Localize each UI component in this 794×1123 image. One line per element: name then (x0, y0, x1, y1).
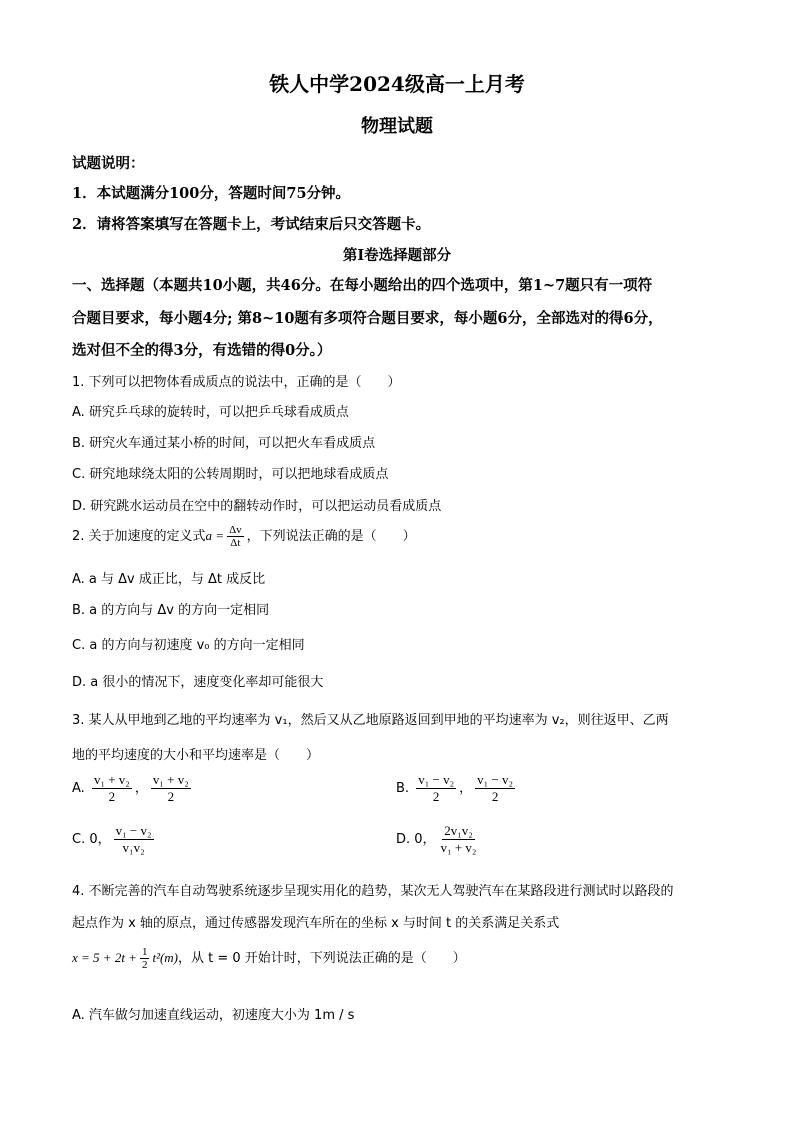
q3-option-d-label: D. 0， (396, 832, 436, 847)
q4-formula-lhs: x = 5 + 2t + (72, 950, 137, 965)
q3-stem-line-1: 3. 某人从甲地到乙地的平均速率为 v₁，然后又从乙地原路返回到甲地的平均速率为 v₂，则往返甲、乙两 (72, 713, 669, 728)
q2-option-d: D. a 很小的情况下，速度变化率却可能很大 (72, 675, 324, 690)
q3-option-a-f1-num: v₁ + v₂ (93, 772, 130, 787)
q3-option-d-fraction (439, 823, 479, 856)
q3-option-b-f1-den: 2 (432, 789, 440, 804)
subject-title: 物理试题 (361, 116, 433, 137)
q3-option-c-den: v₁v₂ (122, 840, 145, 855)
q3-option-d (396, 823, 481, 856)
q3-option-c (72, 823, 157, 856)
section-intro-line-1: 一、选择题（本题共10小题，共46分。在每小题给出的四个选项中，第1~7题只有一项符 (72, 277, 653, 294)
section-title: 第Ⅰ卷选择题部分 (342, 247, 452, 264)
q3-option-b (396, 772, 518, 805)
section-intro-line-3: 选对但不全的得3分，有选错的得0分。） (72, 342, 332, 359)
q1-option-b: B. 研究火车通过某小桥的时间，可以把火车看成质点 (72, 436, 376, 451)
q4-stem-after: ，从 t = 0 开始计时，下列说法正确的是（ ） (178, 951, 466, 966)
instruction-item-2: 2．请将答案填写在答题卡上，考试结束后只交答题卡。 (72, 216, 431, 233)
q3-option-b-label: B. (396, 781, 410, 796)
q2-option-b: B. a 的方向与 Δv 的方向一定相同 (72, 603, 270, 618)
q2-option-c: C. a 的方向与初速度 v₀ 的方向一定相同 (72, 638, 305, 653)
q2-formula-lhs: a = (205, 528, 225, 543)
q4-formula-rhs: t²(m) (152, 950, 179, 965)
q3-option-b-fraction-1 (416, 772, 456, 805)
q1-stem: 1. 下列可以把物体看成质点的说法中，正确的是（ ） (72, 375, 401, 390)
instruction-item-1: 1．本试题满分100分，答题时间75分钟。 (72, 185, 351, 202)
q3-option-a-f2-den: 2 (167, 789, 175, 804)
q2-stem-after: ，下列说法正确的是（ ） (246, 529, 416, 544)
q4-formula-line (72, 946, 466, 971)
q4-formula-fraction (140, 946, 150, 971)
q4-stem-line-2: 起点作为 x 轴的原点，通过传感器发现汽车所在的坐标 x 与时间 t 的关系满足关系式 (72, 916, 560, 931)
q3-option-b-f2-num: v₁ − v₂ (477, 772, 514, 787)
school-exam-title: 铁人中学2024级高一上月考 (269, 72, 525, 96)
q3-stem-line-2: 地的平均速度的大小和平均速率是（ ） (72, 748, 320, 763)
q3-option-a-f2-num: v₁ + v₂ (152, 772, 189, 787)
q3-option-b-comma: ， (459, 781, 473, 796)
instructions-heading: 试题说明： (72, 155, 145, 172)
q3-option-c-num: v₁ − v₂ (115, 823, 152, 838)
q3-option-b-f2-den: 2 (491, 789, 499, 804)
q3-option-a (72, 772, 194, 805)
q3-option-c-label: C. 0， (72, 832, 111, 847)
q3-option-a-comma: ， (134, 781, 148, 796)
q2-formula-denominator: Δt (230, 537, 241, 549)
q1-option-d: D. 研究跳水运动员在空中的翻转动作时，可以把运动员看成质点 (72, 499, 442, 514)
q3-option-a-fraction-2 (151, 772, 191, 805)
q2-stem-before: 2. 关于加速度的定义式 (72, 529, 206, 544)
q3-option-d-den: v₁ + v₂ (440, 840, 477, 855)
q3-option-c-fraction (114, 823, 154, 856)
q1-option-c: C. 研究地球绕太阳的公转周期时，可以把地球看成质点 (72, 467, 389, 482)
q2-formula-numerator: Δv (229, 524, 242, 536)
q3-option-a-label: A. (72, 781, 85, 796)
q2-option-a: A. a 与 Δv 成正比，与 Δt 成反比 (72, 572, 266, 587)
q3-option-a-fraction-1 (92, 772, 132, 805)
q1-option-a: A. 研究乒乓球的旋转时，可以把乒乓球看成质点 (72, 405, 349, 420)
q4-formula-frac-den: 2 (141, 959, 148, 971)
q3-option-b-fraction-2 (475, 772, 515, 805)
q4-formula-frac-num: 1 (141, 946, 148, 958)
q4-option-a: A. 汽车做匀加速直线运动，初速度大小为 1m / s (72, 1008, 355, 1023)
q4-stem-line-1: 4. 不断完善的汽车自动驾驶系统逐步呈现实用化的趋势，某次无人驾驶汽车在某路段进行测试时以路段的 (72, 884, 674, 899)
section-intro-line-2: 合题目要求，每小题4分; 第8~10题有多项符合题目要求，每小题6分，全部选对的得6分， (72, 310, 663, 327)
q3-option-b-f1-num: v₁ − v₂ (418, 772, 455, 787)
q2-formula-fraction (227, 524, 244, 549)
q3-option-d-num: 2v₁v₂ (444, 823, 473, 838)
q3-option-a-f1-den: 2 (108, 789, 116, 804)
q2-stem (72, 524, 416, 549)
